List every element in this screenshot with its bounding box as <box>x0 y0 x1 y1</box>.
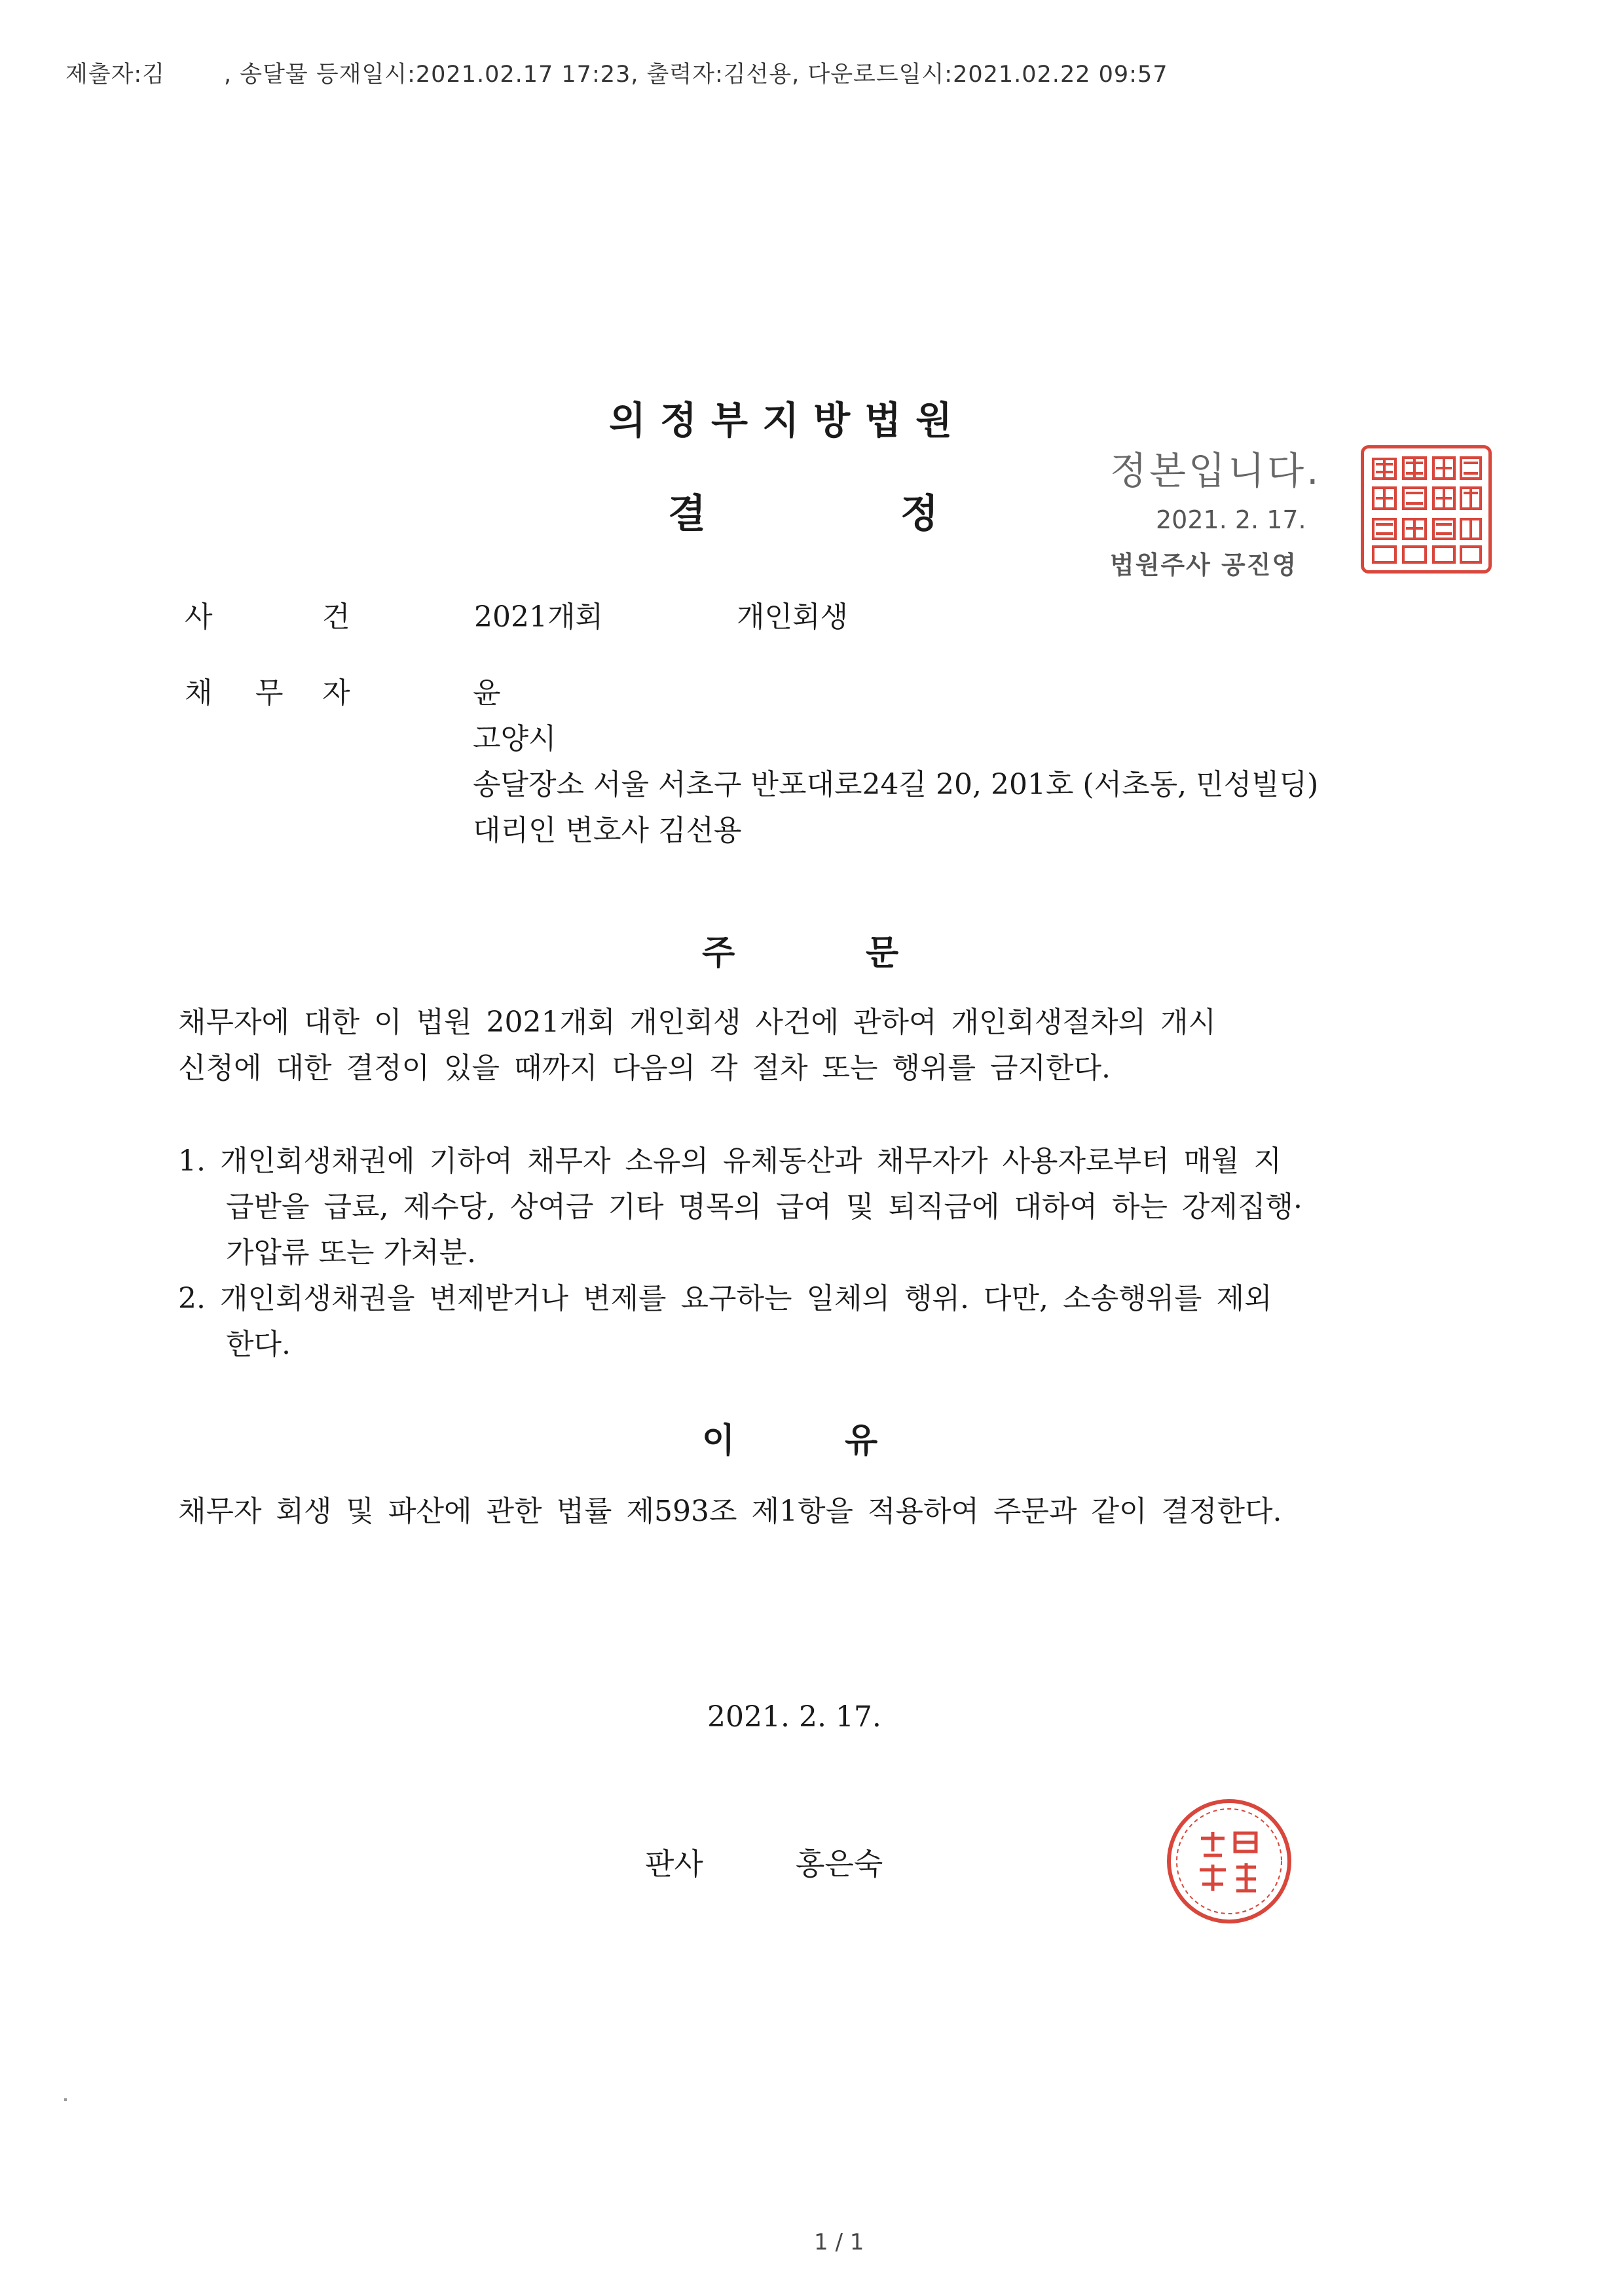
certified-copy-stamp: 정본입니다. <box>1110 448 1321 493</box>
scan-dot <box>64 2098 67 2101</box>
order-item-1-line-2: 급받을 급료, 제수당, 상여금 기타 명목의 급여 및 퇴직금에 대하여 하는 강제집행· <box>226 1190 1302 1224</box>
order-intro-line-1: 채무자에 대한 이 법원 2021개회 개인회생 사건에 관하여 개인회생절차의 개시 <box>178 1006 1216 1039</box>
debtor-label-2: 무 <box>255 676 284 710</box>
page-number: 1 / 1 <box>814 2229 864 2255</box>
order-intro-line-2: 신청에 대한 결정이 있을 때까지 다음의 각 절차 또는 행위를 금지한다. <box>178 1051 1111 1085</box>
judge-title: 판사 <box>645 1846 703 1882</box>
order-item-1-line-3: 가압류 또는 가처분. <box>226 1236 476 1269</box>
case-label-2: 건 <box>322 600 350 634</box>
debtor-label-3: 자 <box>322 676 350 710</box>
reasons-title-left: 이 <box>702 1421 735 1461</box>
case-type: 개인회생 <box>737 600 849 634</box>
certification-date: 2021. 2. 17. <box>1156 505 1306 534</box>
debtor-label-1: 채 <box>185 676 213 710</box>
court-name: 의정부지방법원 <box>609 398 967 443</box>
order-item-2-line-1: 2. 개인회생채권을 변제받거나 변제를 요구하는 일체의 행위. 다만, 소송행위를 제외 <box>178 1282 1272 1315</box>
case-label-1: 사 <box>185 600 213 634</box>
debtor-name: 윤 <box>473 676 501 710</box>
debtor-address: 고양시 <box>473 722 557 756</box>
order-item-2-line-2: 한다. <box>226 1328 291 1361</box>
decision-date: 2021. 2. 17. <box>707 1700 881 1734</box>
order-item-1-line-1: 1. 개인회생채권에 기하여 채무자 소유의 유체동산과 채무자가 사용자로부터 매월 지 <box>178 1144 1282 1178</box>
order-title-right: 문 <box>866 934 899 973</box>
reasons-text: 채무자 회생 및 파산에 관한 법률 제593조 제1항을 적용하여 주문과 같이 결정한다. <box>178 1495 1282 1528</box>
case-number: 2021개회 <box>474 600 603 634</box>
reasons-title-right: 유 <box>845 1421 878 1461</box>
order-title-left: 주 <box>702 934 735 973</box>
judge-seal-icon <box>1160 1793 1298 1930</box>
delivery-info: , 송달물 등재일시:2021.02.17 17:23, 출력자:김선용, 다운로드일시:2021.02.22 09:57 <box>224 62 1168 88</box>
doc-title-right: 정 <box>900 491 938 537</box>
court-officer: 법원주사 공진영 <box>1110 551 1298 579</box>
legal-agent: 대리인 변호사 김선용 <box>473 814 742 847</box>
submission-info <box>65 56 1168 89</box>
doc-title-left: 결 <box>668 491 706 537</box>
submitter-label: 제출자:김 <box>65 62 166 88</box>
court-seal-icon <box>1361 445 1492 574</box>
service-address: 송달장소 서울 서초구 반포대로24길 20, 201호 (서초동, 민성빌딩) <box>473 768 1319 801</box>
judge-name: 홍은숙 <box>796 1846 883 1882</box>
